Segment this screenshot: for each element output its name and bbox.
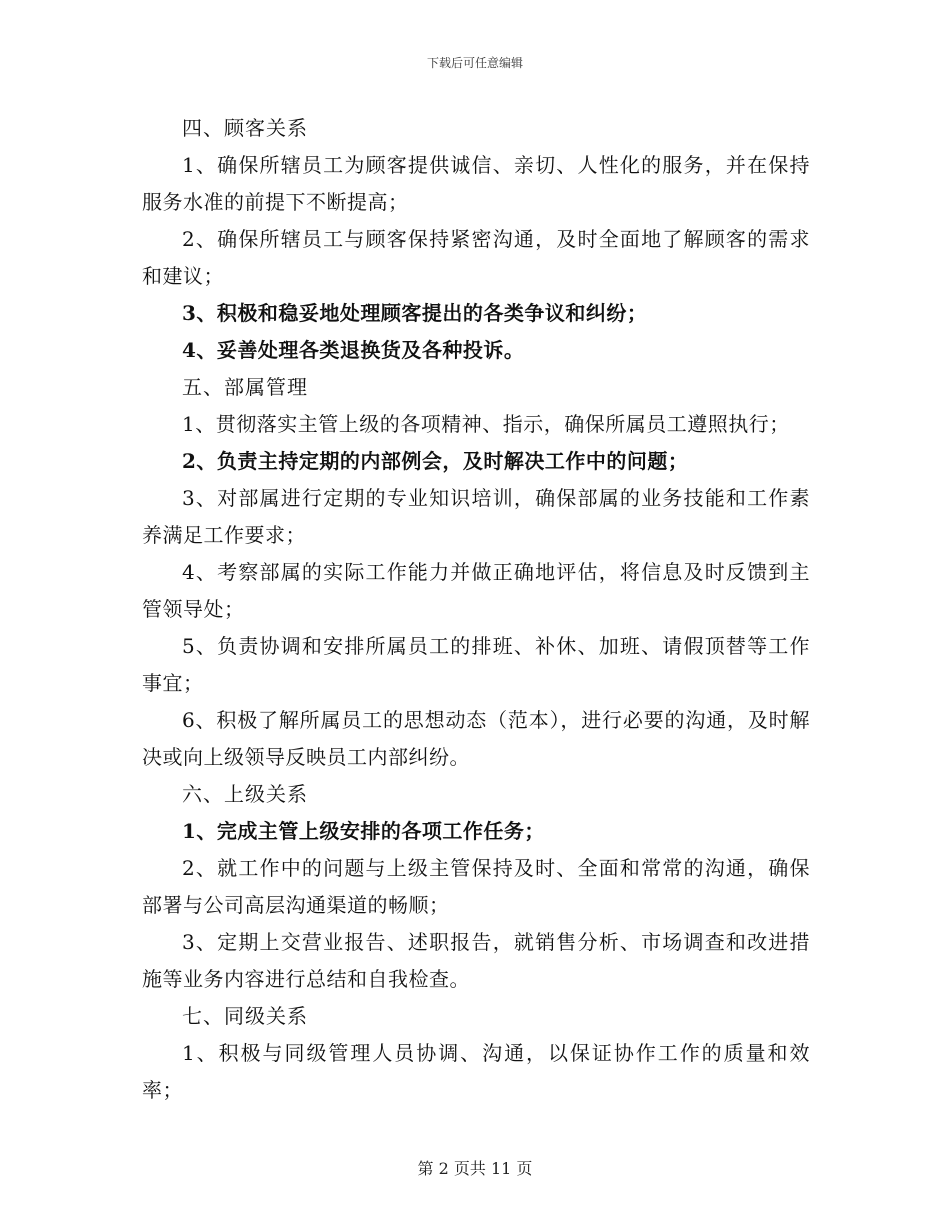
list-item: 1、确保所辖员工为顾客提供诚信、亲切、人性化的服务，并在保持服务水准的前提下不断提高； [142, 153, 810, 214]
page-number: 第 2 页共 11 页 [417, 1159, 533, 1178]
list-item: 1、贯彻落实主管上级的各项精神、指示，确保所属员工遵照执行； [182, 412, 790, 436]
list-item: 2、确保所辖员工与顾客保持紧密沟通，及时全面地了解顾客的需求和建议； [142, 227, 810, 288]
list-item: 6、积极了解所属员工的思想动态（范本），进行必要的沟通，及时解决或向上级领导反映员工内部纠纷。 [142, 708, 810, 769]
list-item: 2、负责主持定期的内部例会，及时解决工作中的问题； [182, 449, 689, 473]
section-heading: 七、同级关系 [182, 1004, 308, 1028]
list-item: 1、积极与同级管理人员协调、沟通，以保证协作工作的质量和效率； [142, 1041, 810, 1102]
section-heading: 六、上级关系 [182, 782, 308, 806]
list-item: 1、完成主管上级安排的各项工作任务； [182, 819, 545, 843]
list-item: 4、考察部属的实际工作能力并做正确地评估，将信息及时反馈到主管领导处； [142, 560, 810, 621]
list-item: 3、积极和稳妥地处理顾客提出的各类争议和纠纷； [182, 301, 648, 325]
list-item: 5、负责协调和安排所属员工的排班、补休、加班、请假顶替等工作事宜； [142, 634, 810, 695]
section-heading: 四、顾客关系 [182, 116, 308, 140]
document-body [142, 110, 810, 1109]
list-item: 4、妥善处理各类退换货及各种投诉。 [182, 338, 525, 362]
page-header-note: 下载后可任意编辑 [426, 56, 523, 70]
list-item: 2、就工作中的问题与上级主管保持及时、全面和常常的沟通，确保部署与公司高层沟通渠道的畅顺； [142, 856, 810, 917]
list-item: 3、对部属进行定期的专业知识培训，确保部属的业务技能和工作素养满足工作要求； [142, 486, 810, 547]
list-item: 3、定期上交营业报告、述职报告，就销售分析、市场调查和改进措施等业务内容进行总结和自我检查。 [142, 930, 810, 991]
section-heading: 五、部属管理 [182, 375, 308, 399]
